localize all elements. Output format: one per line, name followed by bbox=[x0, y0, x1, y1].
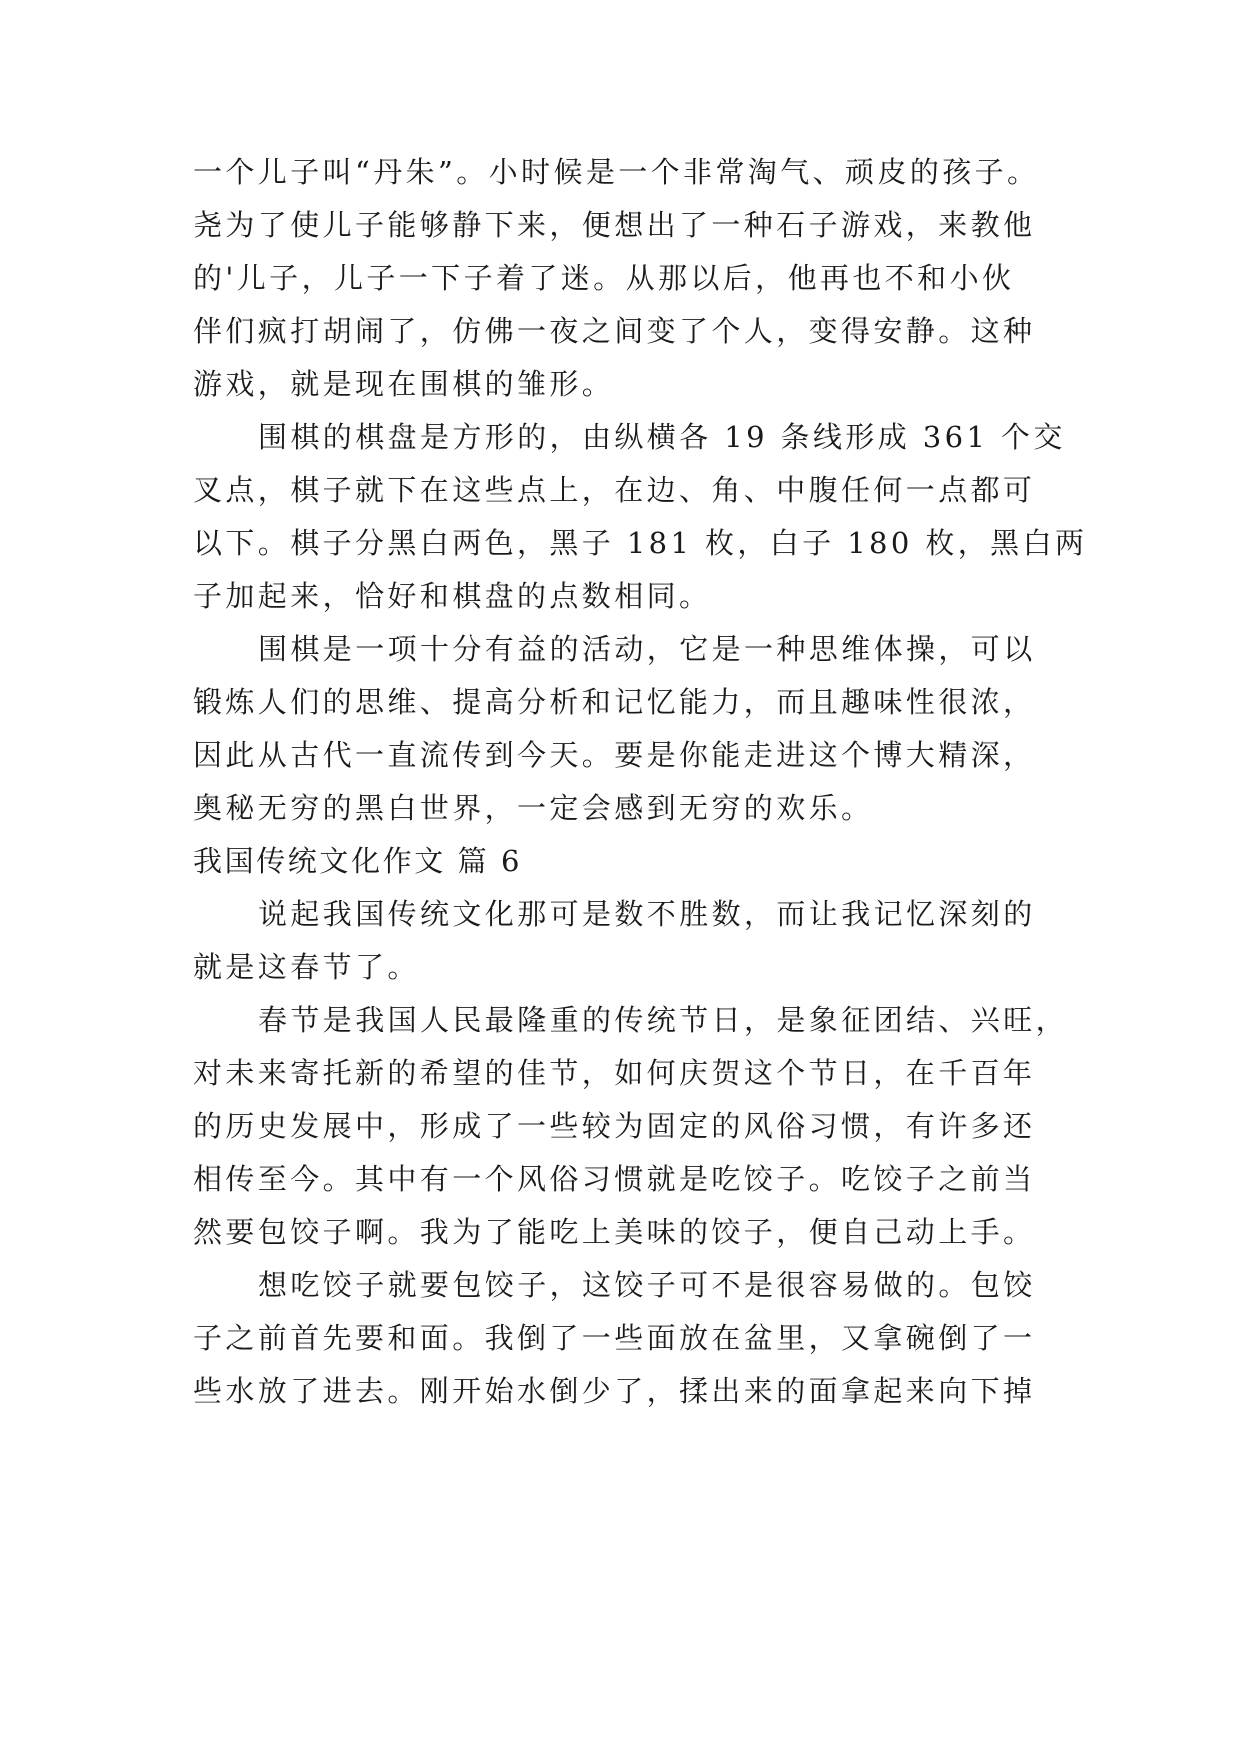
text-line: 的历史发展中，形成了一些较为固定的风俗习惯，有许多还 bbox=[193, 1109, 1036, 1143]
text-line: 因此从古代一直流传到今天。要是你能走进这个博大精深， bbox=[193, 738, 1036, 772]
text-line: 子加起来，恰好和棋盘的点数相同。 bbox=[193, 579, 712, 613]
section-heading: 我国传统文化作文 篇 6 bbox=[193, 844, 523, 878]
text-line: 伴们疯打胡闹了，仿佛一夜之间变了个人，变得安静。这种 bbox=[193, 314, 1036, 348]
text-line: 奥秘无穷的黑白世界，一定会感到无穷的欢乐。 bbox=[193, 791, 874, 825]
text-line: 的'儿子，儿子一下子着了迷。从那以后，他再也不和小伙 bbox=[193, 261, 1015, 295]
text-line: 子之前首先要和面。我倒了一些面放在盆里，又拿碗倒了一 bbox=[193, 1321, 1036, 1355]
paragraph-first-line: 围棋的棋盘是方形的，由纵横各 19 条线形成 361 个交 bbox=[258, 420, 1066, 454]
paragraph-first-line: 想吃饺子就要包饺子，这饺子可不是很容易做的。包饺 bbox=[258, 1268, 1036, 1302]
text-line: 锻炼人们的思维、提高分析和记忆能力，而且趣味性很浓， bbox=[193, 685, 1036, 719]
text-line: 些水放了进去。刚开始水倒少了，揉出来的面拿起来向下掉 bbox=[193, 1374, 1036, 1408]
text-line: 相传至今。其中有一个风俗习惯就是吃饺子。吃饺子之前当 bbox=[193, 1162, 1036, 1196]
text-line: 对未来寄托新的希望的佳节，如何庆贺这个节日，在千百年 bbox=[193, 1056, 1036, 1090]
paragraph-first-line: 围棋是一项十分有益的活动，它是一种思维体操，可以 bbox=[258, 632, 1036, 666]
paragraph-first-line: 春节是我国人民最隆重的传统节日，是象征团结、兴旺， bbox=[258, 1003, 1069, 1037]
text-line: 游戏，就是现在围棋的雏形。 bbox=[193, 367, 615, 401]
text-line: 尧为了使儿子能够静下来，便想出了一种石子游戏，来教他 bbox=[193, 208, 1036, 242]
paragraph-first-line: 说起我国传统文化那可是数不胜数，而让我记忆深刻的 bbox=[258, 897, 1036, 931]
text-line: 以下。棋子分黑白两色，黑子 181 枚，白子 180 枚，黑白两 bbox=[193, 526, 1088, 560]
text-line: 然要包饺子啊。我为了能吃上美味的饺子，便自己动上手。 bbox=[193, 1215, 1036, 1249]
text-line: 一个儿子叫“丹朱”。小时候是一个非常淘气、顽皮的孩子。 bbox=[193, 155, 1040, 189]
text-line: 就是这春节了。 bbox=[193, 950, 420, 984]
text-line: 叉点，棋子就下在这些点上，在边、角、中腹任何一点都可 bbox=[193, 473, 1036, 507]
